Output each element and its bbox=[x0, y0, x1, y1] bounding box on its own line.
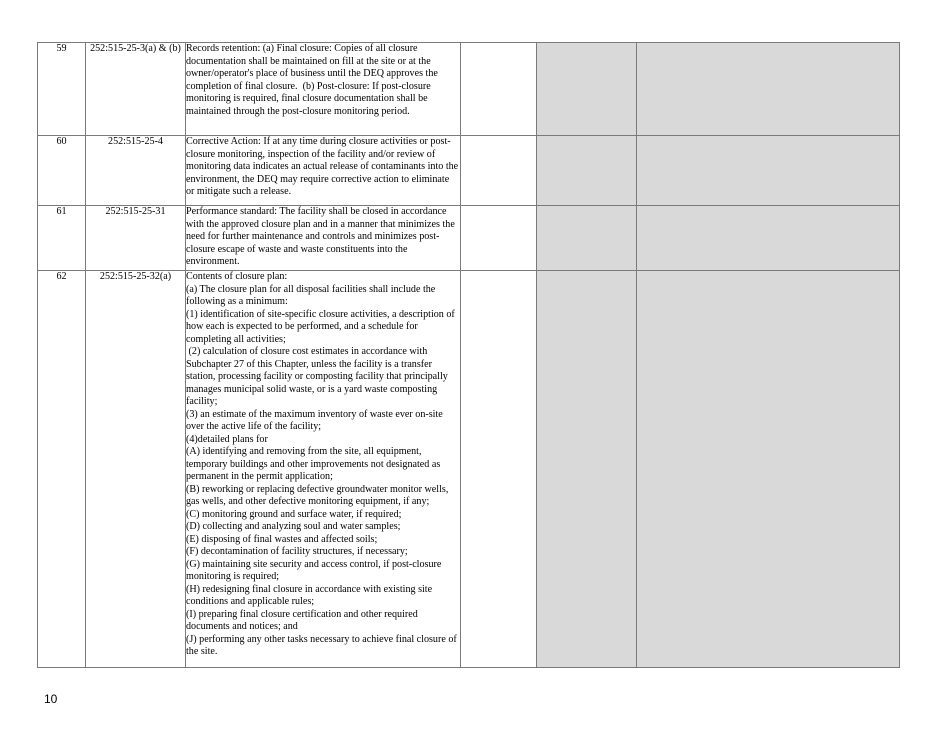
shaded-cell bbox=[537, 206, 637, 271]
requirement-line: (J) performing any other tasks necessary to achieve final closure of the site. bbox=[186, 633, 460, 657]
requirement-line: (E) disposing of final wastes and affected soils; bbox=[186, 533, 378, 545]
rule-citation: 252:515-25-3(a) & (b) bbox=[86, 43, 186, 136]
requirement-line: (B) reworking or replacing defective groundwater monitor wells, gas wells, and other defective monitoring equipment, if any; bbox=[186, 483, 451, 507]
shaded-cell bbox=[637, 136, 900, 206]
requirement-line: (a) The closure plan for all disposal facilities shall include the following as a minimum: bbox=[186, 283, 438, 307]
table-row bbox=[38, 136, 900, 206]
requirement-line: Performance standard: The facility shall be closed in accordance with the approved closure plan and in a manner that minimizes the need for further maintenance and controls and minimizes post-closure escape of waste and waste constituents into the environment. bbox=[186, 206, 458, 267]
requirement-line: (F) decontamination of facility structures, if necessary; bbox=[186, 546, 408, 557]
row-number: 60 bbox=[38, 136, 86, 206]
table-row bbox=[38, 43, 900, 136]
rule-citation: 252:515-25-31 bbox=[86, 206, 186, 271]
blank-cell bbox=[461, 271, 537, 668]
shaded-cell bbox=[637, 206, 900, 271]
rule-citation: 252:515-25-4 bbox=[86, 136, 186, 206]
requirement-line: (3) an estimate of the maximum inventory of waste ever on-site over the active life of the facility; bbox=[186, 408, 446, 432]
row-number: 61 bbox=[38, 206, 86, 271]
requirement-text bbox=[186, 206, 461, 271]
requirement-line: (2) calculation of closure cost estimates in accordance with Subchapter 27 of this Chapter, unless the facility is a transfer station, processing facility or composting facility that principally manages municipal solid waste, or is a yard waste composting facility; bbox=[186, 346, 451, 407]
requirement-text bbox=[186, 43, 461, 136]
requirement-line: Contents of closure plan: bbox=[186, 271, 288, 282]
blank-cell bbox=[461, 43, 537, 136]
blank-cell bbox=[461, 206, 537, 271]
requirement-line: (A) identifying and removing from the site, all equipment, temporary buildings and other improvements not designated as permanent in the permit application; bbox=[186, 446, 443, 482]
requirement-line: (I) preparing final closure certification and other required documents and notices; and bbox=[186, 608, 421, 632]
requirement-line: (G) maintaining site security and access control, if post-closure monitoring is required; bbox=[186, 558, 444, 582]
rule-citation: 252:515-25-32(a) bbox=[86, 271, 186, 668]
row-number: 59 bbox=[38, 43, 86, 136]
requirement-line: (H) redesigning final closure in accordance with existing site conditions and applicable rules; bbox=[186, 583, 435, 607]
table-row bbox=[38, 206, 900, 271]
row-number: 62 bbox=[38, 271, 86, 668]
requirement-line: Records retention: (a) Final closure: Copies of all closure documentation shall be maintained on fill at the site or at the owner/operator's place of business until the DEQ approves the completion of final closure. (b) Post-closure: If post-closure monitoring is required, final closure documentation shall be maintained through the post-closure monitoring period. bbox=[186, 43, 441, 117]
closure-requirements-table bbox=[37, 42, 900, 668]
requirement-line: (1) identification of site-specific closure activities, a description of how each is expected to be performed, and a schedule for completing all activities; bbox=[186, 308, 458, 345]
shaded-cell bbox=[637, 271, 900, 668]
requirement-line: (D) collecting and analyzing soul and water samples; bbox=[186, 521, 401, 532]
requirement-line: Corrective Action: If at any time during closure activities or post-closure monitoring, inspection of the facility and/or review of monitoring data indicates an actual release of contaminants into the environment, the DEQ may require corrective action to eliminate or mitigate such a release. bbox=[186, 136, 461, 197]
requirement-text bbox=[186, 271, 461, 668]
requirement-line: (4)detailed plans for bbox=[186, 433, 268, 445]
requirement-text bbox=[186, 136, 461, 206]
shaded-cell bbox=[537, 136, 637, 206]
table-row bbox=[38, 271, 900, 668]
blank-cell bbox=[461, 136, 537, 206]
requirement-line: (C) monitoring ground and surface water, if required; bbox=[186, 508, 402, 520]
shaded-cell bbox=[537, 43, 637, 136]
shaded-cell bbox=[537, 271, 637, 668]
shaded-cell bbox=[637, 43, 900, 136]
page-number: 10 bbox=[44, 692, 58, 706]
